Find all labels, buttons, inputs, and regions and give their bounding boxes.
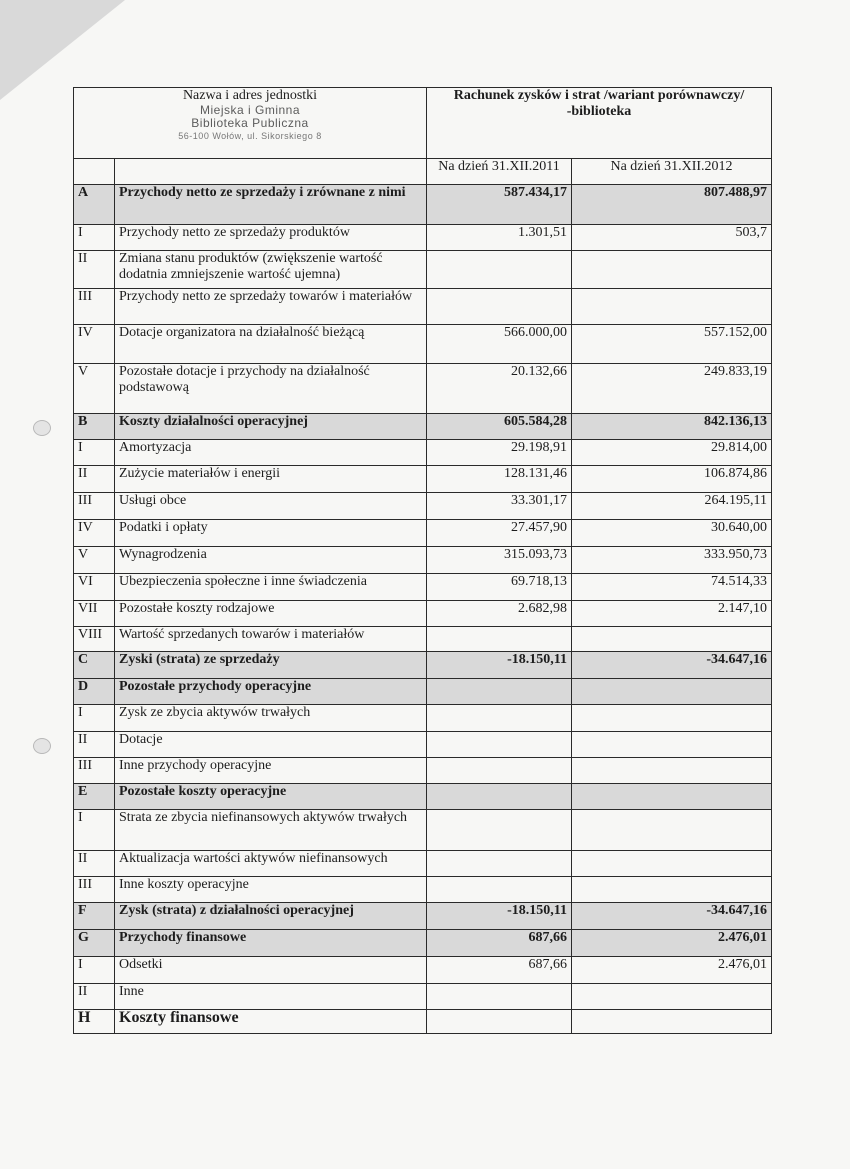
- value-2012: [572, 810, 772, 851]
- row-code: II: [74, 984, 115, 1010]
- value-2012: 557.152,00: [572, 325, 772, 364]
- row-label: Zysk (strata) z działalności operacyjnej: [115, 903, 427, 930]
- value-2011: [427, 984, 572, 1010]
- value-2011: 27.457,90: [427, 520, 572, 547]
- row-code: III: [74, 493, 115, 520]
- row-label: Zmiana stanu produktów (zwiększenie wartość dodatnia zmniejszenie wartość ujemna): [115, 251, 427, 289]
- table-row: [74, 574, 772, 601]
- table-row: [74, 289, 772, 325]
- row-code: E: [74, 784, 115, 810]
- punch-hole: [33, 420, 51, 436]
- income-statement-table: [73, 87, 772, 1034]
- row-label: Przychody netto ze sprzedaży towarów i materiałów: [115, 289, 427, 325]
- table-row: [74, 877, 772, 903]
- value-2012: [572, 1010, 772, 1034]
- value-2011: 687,66: [427, 930, 572, 957]
- value-2012: 30.640,00: [572, 520, 772, 547]
- row-code: H: [74, 1010, 115, 1034]
- row-code: G: [74, 930, 115, 957]
- value-2011: [427, 705, 572, 732]
- value-2012: [572, 851, 772, 877]
- report-title: Rachunek zysków i strat /wariant porównawczy/: [453, 88, 745, 103]
- value-2011: [427, 251, 572, 289]
- table-row: [74, 679, 772, 705]
- row-code: A: [74, 185, 115, 225]
- value-2011: [427, 627, 572, 652]
- row-code: II: [74, 851, 115, 877]
- value-2012: 264.195,11: [572, 493, 772, 520]
- header-row: [74, 88, 772, 159]
- row-label: Koszty finansowe: [115, 1010, 427, 1034]
- report-subtitle: -biblioteka: [566, 104, 632, 119]
- value-2011: [427, 732, 572, 758]
- row-label: Wynagrodzenia: [115, 547, 427, 574]
- column-header-row: [74, 159, 772, 185]
- row-label: Inne: [115, 984, 427, 1010]
- value-2011: 587.434,17: [427, 185, 572, 225]
- column-2011-header: Na dzień 31.XII.2011: [427, 159, 572, 185]
- row-label: Przychody finansowe: [115, 930, 427, 957]
- table-row: [74, 984, 772, 1010]
- row-code: C: [74, 652, 115, 679]
- row-code: D: [74, 679, 115, 705]
- row-code: I: [74, 440, 115, 466]
- value-2012: -34.647,16: [572, 903, 772, 930]
- row-label: Amortyzacja: [115, 440, 427, 466]
- row-label: Zyski (strata) ze sprzedaży: [115, 652, 427, 679]
- row-code: I: [74, 225, 115, 251]
- row-code: III: [74, 758, 115, 784]
- row-label: Ubezpieczenia społeczne i inne świadczenia: [115, 574, 427, 601]
- table-row: [74, 810, 772, 851]
- row-code: I: [74, 957, 115, 984]
- row-label: Dotacje: [115, 732, 427, 758]
- stamp-line-2: Biblioteka Publiczna: [191, 116, 309, 130]
- value-2012: [572, 627, 772, 652]
- row-label: Pozostałe przychody operacyjne: [115, 679, 427, 705]
- value-2011: [427, 851, 572, 877]
- value-2012: 249.833,19: [572, 364, 772, 414]
- row-code: I: [74, 810, 115, 851]
- value-2012: [572, 784, 772, 810]
- value-2012: [572, 679, 772, 705]
- value-2011: 605.584,28: [427, 414, 572, 440]
- value-2012: 503,7: [572, 225, 772, 251]
- table-row: [74, 414, 772, 440]
- value-2011: 315.093,73: [427, 547, 572, 574]
- value-2011: [427, 784, 572, 810]
- value-2011: [427, 877, 572, 903]
- row-code: III: [74, 289, 115, 325]
- table-row: [74, 705, 772, 732]
- row-label: Zysk ze zbycia aktywów trwałych: [115, 705, 427, 732]
- table-row: [74, 185, 772, 225]
- value-2012: 106.874,86: [572, 466, 772, 493]
- row-code: II: [74, 732, 115, 758]
- blank-header-cell: [115, 159, 427, 185]
- row-code: V: [74, 547, 115, 574]
- table-row: [74, 851, 772, 877]
- blank-header-cell: [74, 159, 115, 185]
- table-row: [74, 251, 772, 289]
- table-row: [74, 493, 772, 520]
- row-code: IV: [74, 520, 115, 547]
- value-2012: 29.814,00: [572, 440, 772, 466]
- column-2012-header: Na dzień 31.XII.2012: [572, 159, 772, 185]
- row-label: Dotacje organizatora na działalność bieżącą: [115, 325, 427, 364]
- row-label: Inne przychody operacyjne: [115, 758, 427, 784]
- row-label: Inne koszty operacyjne: [115, 877, 427, 903]
- row-label: Odsetki: [115, 957, 427, 984]
- value-2012: 74.514,33: [572, 574, 772, 601]
- table-row: [74, 601, 772, 627]
- value-2012: 2.147,10: [572, 601, 772, 627]
- value-2012: [572, 758, 772, 784]
- row-label: Usługi obce: [115, 493, 427, 520]
- row-code: IV: [74, 325, 115, 364]
- unit-name-cell: [74, 88, 427, 159]
- value-2012: [572, 289, 772, 325]
- value-2012: [572, 877, 772, 903]
- row-code: III: [74, 877, 115, 903]
- table-row: [74, 364, 772, 414]
- value-2011: [427, 679, 572, 705]
- value-2012: 2.476,01: [572, 930, 772, 957]
- value-2011: [427, 289, 572, 325]
- unit-label: Nazwa i adres jednostki: [182, 88, 318, 103]
- row-label: Strata ze zbycia niefinansowych aktywów trwałych: [115, 810, 427, 851]
- page-corner-fold: [0, 0, 125, 100]
- value-2012: [572, 705, 772, 732]
- value-2012: [572, 984, 772, 1010]
- table-row: [74, 784, 772, 810]
- value-2011: 566.000,00: [427, 325, 572, 364]
- value-2012: [572, 251, 772, 289]
- value-2011: -18.150,11: [427, 652, 572, 679]
- table-row: [74, 440, 772, 466]
- value-2011: 1.301,51: [427, 225, 572, 251]
- table-row: [74, 547, 772, 574]
- table-row: [74, 930, 772, 957]
- row-label: Przychody netto ze sprzedaży produktów: [115, 225, 427, 251]
- row-code: B: [74, 414, 115, 440]
- row-code: F: [74, 903, 115, 930]
- table-row: [74, 466, 772, 493]
- row-label: Pozostałe dotacje i przychody na działalność podstawową: [115, 364, 427, 414]
- row-label: Zużycie materiałów i energii: [115, 466, 427, 493]
- table-row: [74, 732, 772, 758]
- row-code: II: [74, 251, 115, 289]
- row-label: Podatki i opłaty: [115, 520, 427, 547]
- stamp-line-3: 56-100 Wołów, ul. Sikorskiego 8: [178, 131, 322, 141]
- table-row: [74, 957, 772, 984]
- value-2011: [427, 1010, 572, 1034]
- value-2011: 33.301,17: [427, 493, 572, 520]
- row-code: VIII: [74, 627, 115, 652]
- row-label: Przychody netto ze sprzedaży i zrównane z nimi: [115, 185, 427, 225]
- row-code: I: [74, 705, 115, 732]
- punch-hole: [33, 738, 51, 754]
- value-2011: 29.198,91: [427, 440, 572, 466]
- value-2012: -34.647,16: [572, 652, 772, 679]
- table-row: [74, 520, 772, 547]
- table-row: [74, 627, 772, 652]
- table-row: [74, 225, 772, 251]
- row-code: V: [74, 364, 115, 414]
- value-2012: 333.950,73: [572, 547, 772, 574]
- value-2011: 69.718,13: [427, 574, 572, 601]
- value-2011: -18.150,11: [427, 903, 572, 930]
- row-code: VI: [74, 574, 115, 601]
- row-label: Pozostałe koszty rodzajowe: [115, 601, 427, 627]
- table-row: [74, 325, 772, 364]
- row-label: Pozostałe koszty operacyjne: [115, 784, 427, 810]
- value-2011: [427, 810, 572, 851]
- report-title-cell: [427, 88, 772, 159]
- value-2011: 2.682,98: [427, 601, 572, 627]
- value-2012: 2.476,01: [572, 957, 772, 984]
- value-2011: 20.132,66: [427, 364, 572, 414]
- table-row: [74, 758, 772, 784]
- value-2012: 807.488,97: [572, 185, 772, 225]
- value-2011: 128.131,46: [427, 466, 572, 493]
- table-row: [74, 652, 772, 679]
- value-2012: [572, 732, 772, 758]
- row-code: II: [74, 466, 115, 493]
- stamp-line-1: Miejska i Gminna: [199, 103, 301, 117]
- row-label: Wartość sprzedanych towarów i materiałów: [115, 627, 427, 652]
- value-2011: [427, 758, 572, 784]
- row-label: Aktualizacja wartości aktywów niefinansowych: [115, 851, 427, 877]
- row-code: VII: [74, 601, 115, 627]
- table-row: [74, 903, 772, 930]
- value-2012: 842.136,13: [572, 414, 772, 440]
- row-label: Koszty działalności operacyjnej: [115, 414, 427, 440]
- table-row: [74, 1010, 772, 1034]
- value-2011: 687,66: [427, 957, 572, 984]
